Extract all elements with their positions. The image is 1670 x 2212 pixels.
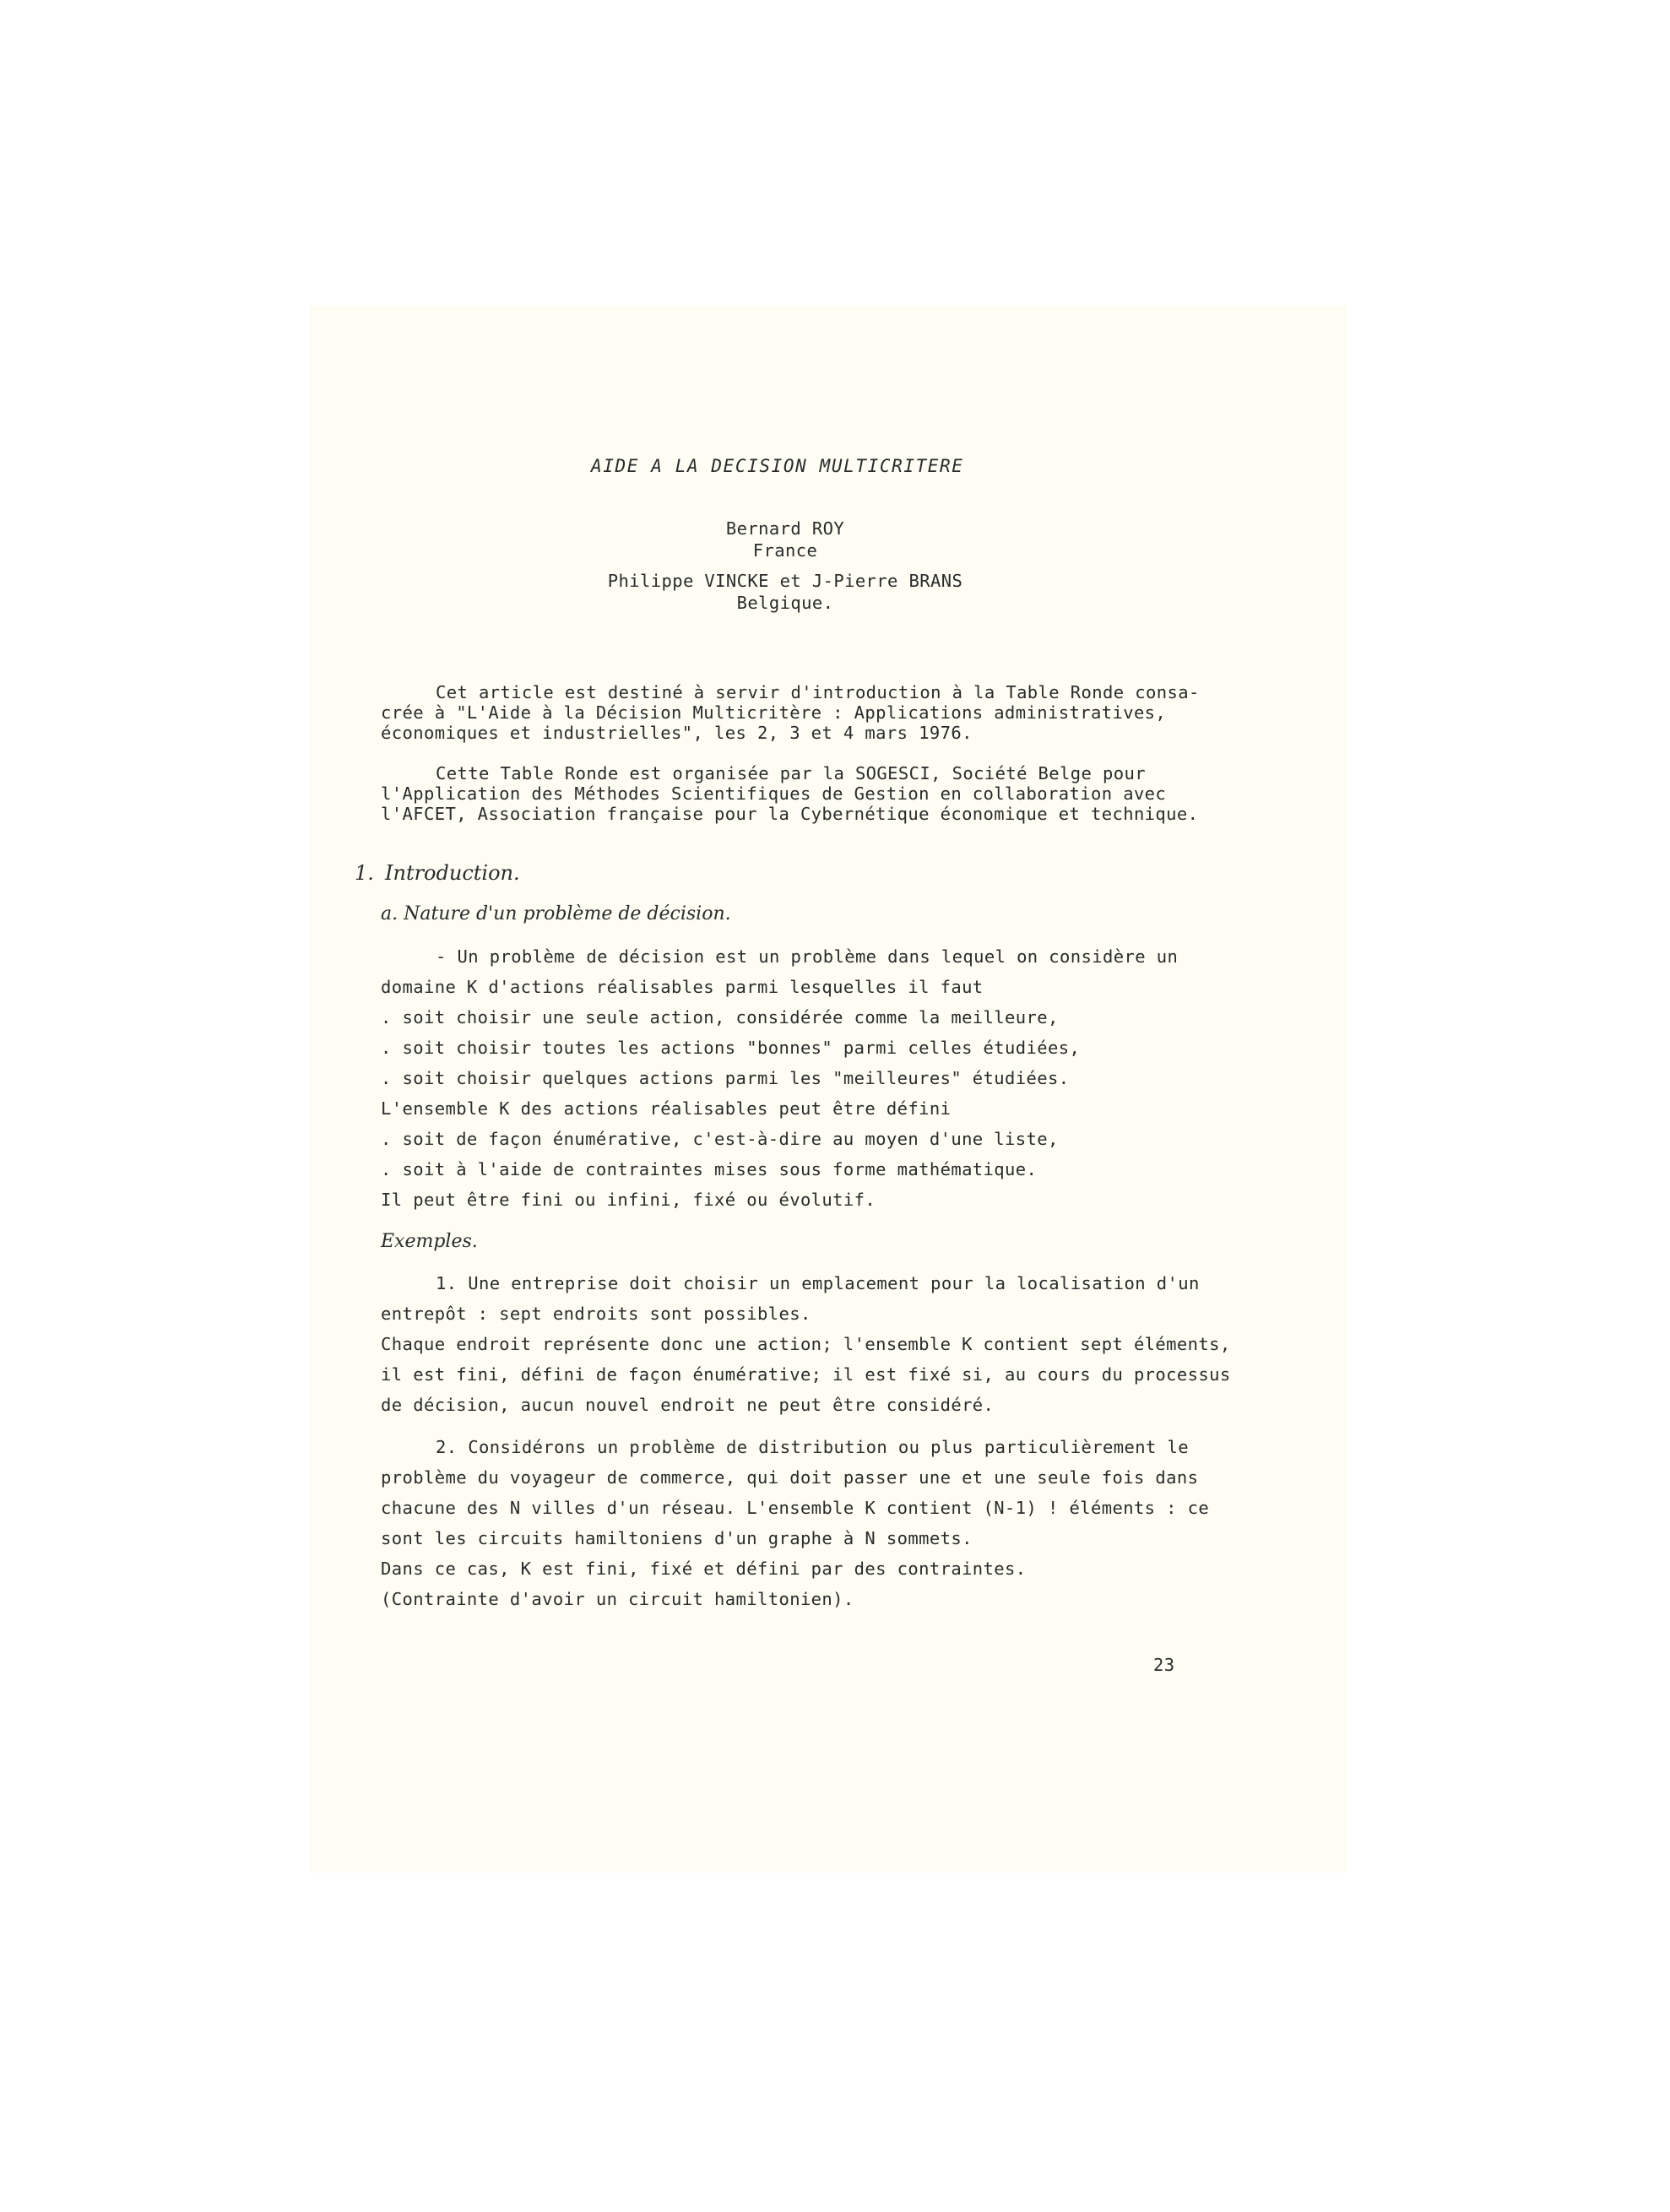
intro-p1-line2: crée à "L'Aide à la Décision Multicritère : Applications administratives,: [381, 702, 1167, 723]
example2-line-4: sont les circuits hamiltoniens d'un graphe à N sommets.: [381, 1528, 973, 1548]
example2-line-5: Dans ce cas, K est fini, fixé et défini par des contraintes.: [381, 1559, 1027, 1579]
example1-line-3: Chaque endroit représente donc une action; l'ensemble K contient sept éléments,: [381, 1334, 1231, 1354]
country-france: France: [752, 540, 818, 561]
example2-line-6: (Contrainte d'avoir un circuit hamiltonien).: [381, 1589, 854, 1609]
intro-p1-line1: Cet article est destiné à servir d'introduction à la Table Ronde consa-: [436, 682, 1200, 702]
examples-label: Exemples.: [381, 1231, 478, 1252]
body-line-9: Il peut être fini ou infini, fixé ou évolutif.: [381, 1190, 876, 1210]
intro-p2-line3: l'AFCET, Association française pour la Cybernétique économique et technique.: [381, 804, 1199, 824]
body-line-2: domaine K d'actions réalisables parmi lesquelles il faut: [381, 977, 984, 997]
example1-line-4: il est fini, défini de façon énumérative; il est fixé si, au cours du processus: [381, 1364, 1231, 1385]
body-line-3: . soit choisir une seule action, considérée comme la meilleure,: [381, 1007, 1059, 1027]
example1-line-2: entrepôt : sept endroits sont possibles.: [381, 1304, 811, 1324]
document-title: AIDE A LA DECISION MULTICRITERE: [591, 456, 964, 476]
author-vincke-brans: Philippe VINCKE et J-Pierre BRANS: [607, 571, 963, 591]
example2-line-1: 2. Considérons un problème de distribution ou plus particulièrement le: [436, 1437, 1189, 1457]
author-roy: Bernard ROY: [725, 518, 845, 539]
intro-p1-line3: économiques et industrielles", les 2, 3 et 4 mars 1976.: [381, 723, 973, 743]
body-line-4: . soit choisir toutes les actions "bonnes" parmi celles étudiées,: [381, 1038, 1081, 1058]
body-line-1: - Un problème de décision est un problème dans lequel on considère un: [436, 946, 1179, 967]
page-number: 23: [1153, 1655, 1175, 1675]
example2-line-3: chacune des N villes d'un réseau. L'ensemble K contient (N-1) ! éléments : ce: [381, 1498, 1210, 1518]
example1-line-5: de décision, aucun nouvel endroit ne peut être considéré.: [381, 1395, 995, 1415]
subsection-heading: a. Nature d'un problème de décision.: [381, 903, 731, 924]
example2-line-2: problème du voyageur de commerce, qui doit passer une et une seule fois dans: [381, 1467, 1199, 1488]
body-line-7: . soit de façon énumérative, c'est-à-dire au moyen d'une liste,: [381, 1129, 1059, 1149]
section-heading: Introduction.: [385, 861, 520, 885]
intro-p2-line1: Cette Table Ronde est organisée par la SOGESCI, Société Belge pour: [436, 763, 1146, 783]
section-number: 1.: [355, 861, 374, 885]
body-line-6: L'ensemble K des actions réalisables peut être défini: [381, 1098, 952, 1119]
country-belgique: Belgique.: [736, 593, 834, 613]
intro-p2-line2: l'Application des Méthodes Scientifiques de Gestion en collaboration avec: [381, 783, 1167, 804]
body-line-5: . soit choisir quelques actions parmi les "meilleures" étudiées.: [381, 1068, 1070, 1088]
body-line-8: . soit à l'aide de contraintes mises sous forme mathématique.: [381, 1159, 1038, 1179]
example1-line-1: 1. Une entreprise doit choisir un emplacement pour la localisation d'un: [436, 1273, 1200, 1293]
